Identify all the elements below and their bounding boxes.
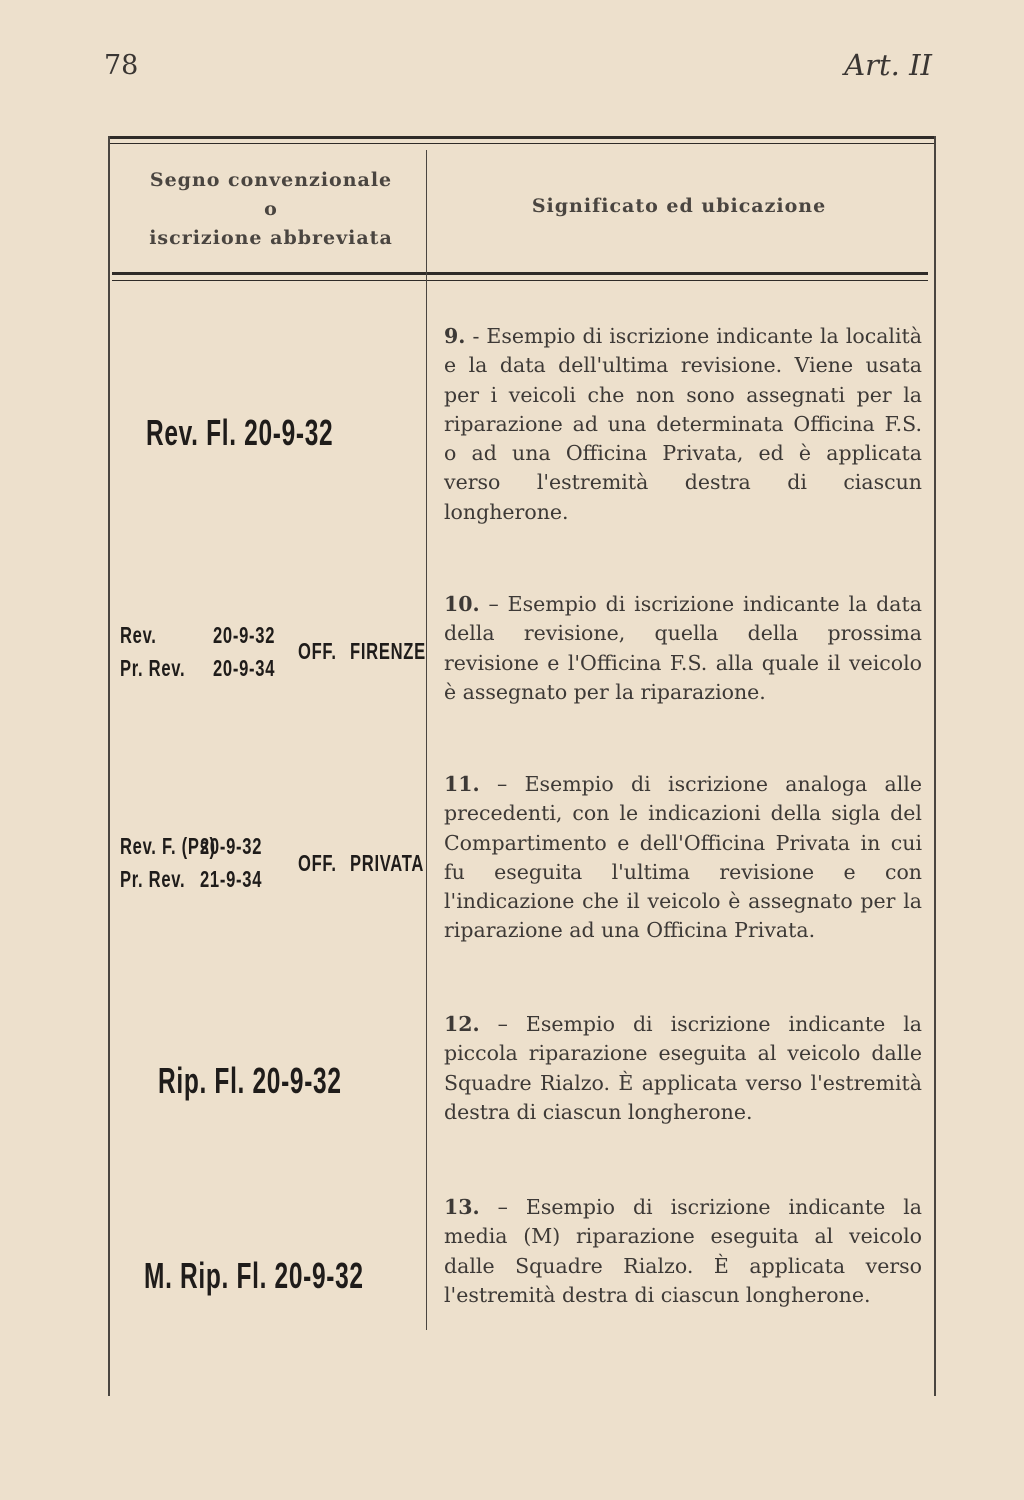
sign-11-row1-label: Rev. F. (Ps) bbox=[120, 833, 216, 859]
desc-10 bbox=[444, 590, 922, 707]
sign-11-off: OFF. bbox=[298, 850, 337, 876]
header-left-line1: Segno convenzionale bbox=[149, 169, 393, 191]
desc-9-text: - Esempio di iscrizione indicante la località e la data dell'ultima revisione. Viene usata per i veicoli che non sono assegnati per la riparazione ad una determinata Officina F.S. o ad una Officina Privata, ed è applicata verso l'estremità destra di ciascun longherone. bbox=[444, 324, 922, 524]
desc-11 bbox=[444, 770, 922, 946]
page-number: 78 bbox=[104, 50, 139, 81]
right-border bbox=[934, 136, 936, 1396]
sign-10-row1-date: 20-9-32 bbox=[213, 622, 276, 648]
table-top-rule-thin bbox=[108, 143, 936, 144]
sign-10-row2-date: 20-9-34 bbox=[213, 655, 276, 681]
table-top-rule bbox=[108, 136, 936, 139]
sign-11-row2-label: Pr. Rev. bbox=[120, 866, 186, 892]
sign-m-rip-fl: M. Rip. Fl. 20-9-32 bbox=[144, 1255, 364, 1296]
sign-10-place: FIRENZE bbox=[350, 638, 426, 664]
desc-10-text: – Esempio di iscrizione indicante la data della revisione, quella della prossima revisione e l'Officina F.S. alla quale il veicolo è assegnato per la riparazione. bbox=[444, 592, 922, 704]
left-border bbox=[108, 136, 110, 1396]
desc-9-number: 9. bbox=[444, 324, 466, 348]
sign-10-row2-label: Pr. Rev. bbox=[120, 655, 186, 681]
desc-10-number: 10. bbox=[444, 592, 480, 616]
column-divider bbox=[426, 150, 427, 1330]
desc-11-text: – Esempio di iscrizione analoga alle precedenti, con le indicazioni della sigla del Compartimento e dell'Officina Privata in cui fu eseguita l'ultima revisione e con l'indicazione che il veicolo è assegnato per la riparazione ad una Officina Privata. bbox=[444, 772, 922, 943]
sign-11-row2-date: 21-9-34 bbox=[200, 866, 263, 892]
sign-10-off: OFF. bbox=[298, 638, 337, 664]
desc-12-text: – Esempio di iscrizione indicante la piccola riparazione eseguita al veicolo dalle Squadre Rialzo. È applicata verso l'estremità destra di ciascun longherone. bbox=[444, 1012, 922, 1124]
header-left-line2: o bbox=[264, 198, 278, 220]
header-bottom-rule bbox=[112, 272, 928, 275]
desc-12-number: 12. bbox=[444, 1012, 480, 1036]
sign-11-place: PRIVATA bbox=[350, 850, 425, 876]
desc-13-text: – Esempio di iscrizione indicante la media (M) riparazione eseguita al veicolo dalle Squadre Rialzo. È applicata verso l'estremità destra di ciascun longherone. bbox=[444, 1195, 922, 1307]
sign-rev-fl: Rev. Fl. 20-9-32 bbox=[146, 412, 334, 453]
header-bottom-rule-thin bbox=[112, 280, 928, 281]
running-head: Art. II bbox=[844, 48, 932, 82]
desc-13 bbox=[444, 1193, 922, 1310]
desc-13-number: 13. bbox=[444, 1195, 480, 1219]
header-left bbox=[116, 166, 426, 253]
sign-11-row1-date: 20-9-32 bbox=[200, 833, 263, 859]
sign-10-row1-label: Rev. bbox=[120, 622, 157, 648]
header-left-line3: iscrizione abbreviata bbox=[149, 227, 393, 249]
desc-11-number: 11. bbox=[444, 772, 480, 796]
sign-rip-fl: Rip. Fl. 20-9-32 bbox=[158, 1060, 342, 1101]
desc-9 bbox=[444, 322, 922, 527]
header-right: Significato ed ubicazione bbox=[531, 195, 827, 217]
desc-12 bbox=[444, 1010, 922, 1127]
